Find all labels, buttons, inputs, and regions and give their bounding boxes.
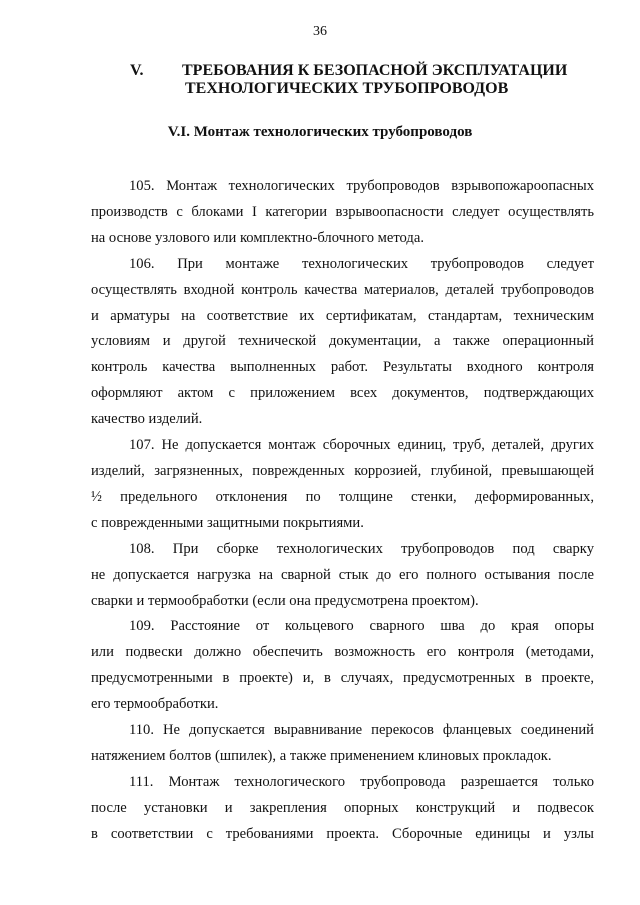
paragraph-line: оформляют актом с приложением всех документов, подтверждающих xyxy=(91,385,594,402)
paragraph-line: 106. При монтаже технологических трубопроводов следует xyxy=(129,255,594,272)
paragraph-line: 111. Монтаж технологического трубопровода разрешается только xyxy=(129,773,594,790)
paragraph-line: и арматуры на соответствие их сертификатам, стандартам, техническим xyxy=(91,307,594,324)
paragraph-line: изделий, загрязненных, поврежденных коррозией, глубиной, превышающей xyxy=(91,462,594,479)
paragraph xyxy=(91,770,594,848)
paragraph-line: 107. Не допускается монтаж сборочных единиц, труб, деталей, других xyxy=(129,437,594,454)
paragraph-line: ½ предельного отклонения по толщине стенки, деформированных, xyxy=(91,488,594,505)
paragraph-line: натяжением болтов (шпилек), а также применением клиновых прокладок. xyxy=(91,747,552,764)
paragraph-line: контроль качества выполненных работ. Результаты входного контроля xyxy=(91,359,594,376)
document-body xyxy=(91,174,594,848)
section-title xyxy=(182,62,572,98)
paragraph-line: условиям и другой технической документации, а также операционный xyxy=(91,333,594,350)
paragraph-line: сварки и термообработки (если она предусмотрена проектом). xyxy=(91,592,479,609)
paragraph-line: 109. Расстояние от кольцевого сварного шва до края опоры xyxy=(129,618,594,635)
paragraph-line: его термообработки. xyxy=(91,696,219,713)
paragraph-line: 105. Монтаж технологических трубопроводов взрывопожароопасных xyxy=(129,178,594,194)
paragraph-line: или подвески должно обеспечить возможность его контроля (методами, xyxy=(91,644,594,661)
paragraph-line: с поврежденными защитными покрытиями. xyxy=(91,514,364,531)
paragraph-line: 108. При сборке технологических трубопроводов под сварку xyxy=(129,540,594,557)
paragraph-line: 110. Не допускается выравнивание перекосов фланцевых соединений xyxy=(129,722,594,739)
page-number: 36 xyxy=(313,24,327,39)
paragraph xyxy=(91,174,594,252)
paragraph xyxy=(91,537,594,615)
paragraph-line: предусмотренными в проекте) и, в случаях, предусмотренных в проекте, xyxy=(91,670,594,687)
paragraph-line: производств с блоками I категории взрывоопасности следует осуществлять xyxy=(91,203,594,220)
paragraph xyxy=(91,252,594,433)
subsection-title: V.I. Монтаж технологических трубопроводов xyxy=(167,124,473,140)
paragraph-line: в соответствии с требованиями проекта. Сборочные единицы и узлы xyxy=(91,825,594,842)
paragraph-line: на основе узлового или комплектно-блочного метода. xyxy=(91,229,424,246)
paragraph-line: не допускается нагрузка на сварной стык до его полного остывания после xyxy=(91,566,594,583)
section-number: V. xyxy=(130,62,144,79)
paragraph-line: осуществлять входной контроль качества материалов, деталей трубопроводов xyxy=(91,281,594,298)
paragraph-line: качество изделий. xyxy=(91,411,203,428)
section-title-line-1: ТРЕБОВАНИЯ К БЕЗОПАСНОЙ ЭКСПЛУАТАЦИИ xyxy=(182,62,568,79)
paragraph xyxy=(91,433,594,537)
section-title-line-2: ТЕХНОЛОГИЧЕСКИХ ТРУБОПРОВОДОВ xyxy=(185,80,509,97)
paragraph xyxy=(91,614,594,718)
paragraph-line: после установки и закрепления опорных конструкций и подвесок xyxy=(91,799,594,816)
paragraph xyxy=(91,718,594,770)
